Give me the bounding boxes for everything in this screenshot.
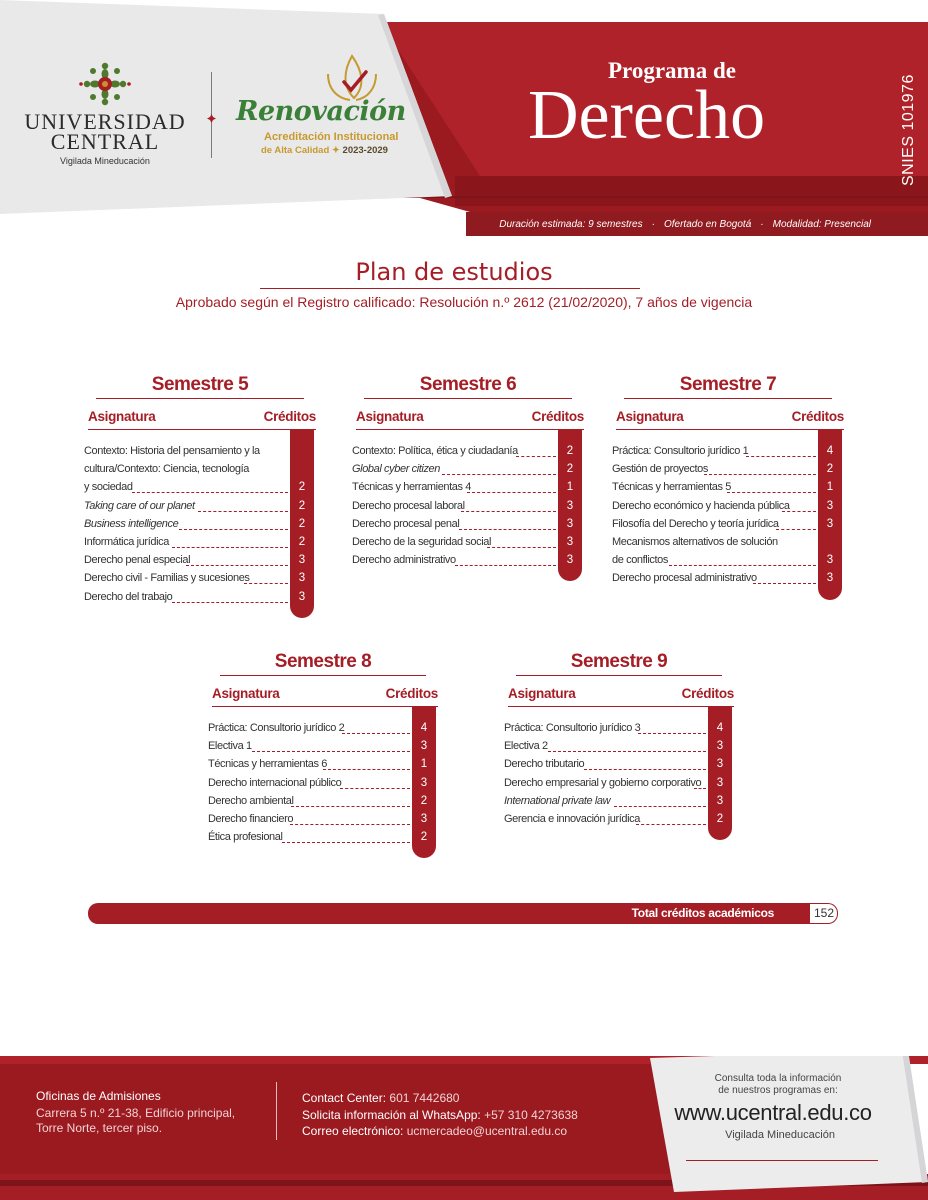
subject-name: Informática jurídica (84, 536, 169, 548)
subject-column-header: Asignatura (88, 409, 156, 424)
semester-title-rule (364, 398, 572, 399)
subject-name: Derecho procesal administrativo (612, 572, 757, 585)
subject-name: Técnicas y herramientas 5 (612, 481, 731, 494)
credits-column-header: Créditos (385, 686, 438, 701)
dotted-leader (132, 492, 288, 493)
duration-text: Duración estimada: 9 semestres (499, 218, 643, 230)
subject-name: Práctica: Consultorio jurídico 3 (504, 722, 641, 734)
dotted-leader (459, 529, 556, 530)
dotted-leader (179, 529, 288, 530)
subject-column-header: Asignatura (356, 409, 424, 424)
web-info-line1: Consulta toda la información (714, 1073, 842, 1084)
credits-column-header: Créditos (531, 409, 584, 424)
subject-name: Electiva 1 (208, 740, 252, 753)
subject-name: Derecho del trabajo (84, 590, 173, 603)
total-credits-label: Total créditos académicos (631, 906, 774, 920)
semester-title-rule (516, 675, 722, 676)
subject-column-header: Asignatura (212, 686, 280, 701)
dotted-leader (704, 474, 816, 475)
dotted-leader (636, 824, 706, 825)
credits-column-header: Créditos (681, 686, 734, 701)
subject-name: Derecho administrativo (352, 554, 456, 567)
subject-name: Derecho civil - Familias y sucesiones (84, 572, 250, 585)
subject-credits: 3 (566, 554, 574, 567)
subject-name: Filosofía del Derecho y teoría jurídica (612, 517, 779, 530)
footer (0, 1056, 928, 1200)
subject-name: Ética profesional (208, 831, 283, 844)
subject-credits: 2 (420, 831, 428, 844)
subject-credits: 2 (566, 445, 574, 457)
footer-divider (276, 1082, 277, 1140)
subject-credits: 4 (420, 722, 428, 734)
subject-credits: 2 (298, 517, 306, 530)
subject-name: Gerencia e innovación jurídica (504, 813, 640, 825)
subject-name: Contexto: Historia del pensamiento y la (84, 445, 260, 457)
dotted-leader (461, 511, 556, 512)
column-header-rule (508, 706, 734, 707)
subject-credits: 2 (298, 481, 306, 494)
dotted-leader (548, 751, 706, 752)
dotted-leader (442, 474, 556, 475)
whatsapp-contact: Solicita información al WhatsApp: +57 310 4273638 (302, 1108, 578, 1122)
column-header-rule (616, 429, 844, 430)
dotted-leader (727, 492, 816, 493)
dotted-leader (516, 456, 556, 457)
semester-title: Semestre 5 (151, 374, 249, 395)
subject-name: Técnicas y herramientas 4 (352, 481, 471, 494)
modality-text: Modalidad: Presencial (772, 218, 871, 230)
dotted-leader (694, 788, 706, 789)
semester-block (352, 374, 584, 634)
plan-title: Plan de estudios (355, 258, 553, 286)
total-credits-bar (88, 903, 838, 924)
website-link[interactable]: www.ucentral.edu.co (674, 1100, 872, 1125)
dotted-leader (282, 842, 410, 843)
subject-name: Derecho económico y hacienda pública (612, 499, 790, 512)
admissions-title: Oficinas de Admisiones (36, 1089, 161, 1103)
dotted-leader (342, 733, 410, 734)
subject-name: Técnicas y herramientas 6 (208, 758, 327, 771)
dotted-leader (669, 565, 816, 566)
dotted-leader (753, 583, 816, 584)
dotted-leader (340, 788, 410, 789)
column-header-rule (356, 429, 584, 430)
subject-credits: 2 (420, 794, 428, 807)
subject-credits: 2 (298, 536, 306, 548)
subject-credits: 3 (826, 572, 834, 585)
dotted-leader (614, 806, 706, 807)
renovacion-word: Renovación (236, 96, 406, 127)
subject-credits: 3 (298, 590, 306, 603)
renovacion-line2: de Alta Calidad ✦ 2023-2029 (261, 145, 388, 156)
dotted-leader (782, 511, 816, 512)
semester-title: Semestre 8 (274, 651, 372, 672)
subject-name: Derecho de la seguridad social (352, 536, 492, 548)
semester-title-rule (624, 398, 832, 399)
subject-credits: 3 (826, 554, 834, 567)
web-card-rule (686, 1160, 878, 1161)
semester-block (612, 374, 844, 634)
footer-vigilada: Vigilada Mineducación (725, 1129, 835, 1141)
program-prefix: Programa de (608, 58, 736, 83)
subject-name: Práctica: Consultorio jurídico 1 (612, 445, 749, 457)
subject-credits: 2 (298, 499, 306, 512)
credits-column-header: Créditos (263, 409, 316, 424)
universidad-central-logo (20, 58, 190, 166)
subject-name: Derecho penal especial (84, 554, 191, 567)
subject-credits: 3 (566, 536, 574, 548)
subject-name: Derecho internacional público (208, 776, 342, 789)
admissions-address-line2: Torre Norte, tercer piso. (36, 1121, 163, 1135)
subject-name: Derecho empresarial y gobierno corporativo (504, 776, 702, 789)
total-bar-fill (88, 903, 810, 924)
credits-column-header: Créditos (791, 409, 844, 424)
subject-name: Business intelligence (84, 517, 179, 530)
total-credits-value: 152 (814, 906, 835, 920)
subject-credits: 3 (716, 794, 724, 807)
contact-center: Contact Center: 601 7442680 (302, 1091, 460, 1105)
subject-credits: 3 (716, 740, 724, 753)
semester-title-rule (220, 675, 426, 676)
subject-column-header: Asignatura (616, 409, 684, 424)
renovacion-seal (232, 52, 406, 162)
subject-credits: 2 (716, 813, 724, 825)
subject-column-header: Asignatura (508, 686, 576, 701)
subject-name: Global cyber citizen (352, 463, 440, 476)
subject-credits: 3 (298, 572, 306, 585)
dotted-leader (467, 492, 556, 493)
dotted-leader (487, 547, 556, 548)
dotted-leader (252, 751, 410, 752)
semester-title: Semestre 7 (679, 374, 777, 395)
dotted-leader (244, 583, 288, 584)
snies-code: SNIES 101976 (900, 74, 917, 186)
subject-name: Contexto: Política, ética y ciudadanía (352, 445, 518, 457)
dotted-leader (746, 456, 816, 457)
subject-name: Derecho financiero (208, 813, 294, 825)
web-info-line2: de nuestros programas en: (718, 1085, 838, 1096)
subject-credits: 3 (716, 776, 724, 789)
semester-title: Semestre 6 (419, 374, 517, 395)
header (0, 0, 928, 240)
semester-block (504, 651, 734, 911)
subject-name: Práctica: Consultorio jurídico 2 (208, 722, 345, 734)
dotted-leader (455, 565, 556, 566)
subject-name: Derecho procesal penal (352, 517, 460, 530)
subject-credits: 3 (826, 499, 834, 512)
subject-name: Derecho procesal laboral (352, 499, 465, 512)
dotted-leader (172, 602, 288, 603)
subject-name: Taking care of our planet (84, 499, 195, 512)
subject-name: y sociedad (84, 481, 133, 494)
subject-credits: 4 (826, 445, 834, 457)
university-name-line1: UNIVERSIDAD (24, 109, 186, 134)
subject-credits: 3 (566, 517, 574, 530)
subject-name: Derecho tributario (504, 758, 585, 771)
dotted-leader (291, 806, 410, 807)
subject-credits: 2 (826, 463, 834, 476)
subject-credits: 3 (420, 740, 428, 753)
dotted-leader (172, 547, 288, 548)
column-header-rule (212, 706, 438, 707)
subject-credits: 3 (298, 554, 306, 567)
dotted-leader (323, 769, 410, 770)
subject-credits: 1 (826, 481, 834, 494)
plan-subtitle: Aprobado según el Registro calificado: Resolución n.º 2612 (21/02/2020), 7 años de vigencia (175, 294, 753, 310)
subject-name: Mecanismos alternativos de solución (612, 536, 778, 548)
offered-text: Ofertado en Bogotá (663, 218, 752, 230)
dotted-leader (638, 733, 706, 734)
admissions-address-line1: Carrera 5 n.º 21-38, Edificio principal, (36, 1106, 236, 1120)
renovacion-line1: Acreditación Institucional (264, 131, 399, 143)
subject-credits: 3 (826, 517, 834, 530)
semester-title: Semestre 9 (570, 651, 668, 672)
semester-block (208, 651, 438, 911)
subject-credits: 3 (420, 776, 428, 789)
subject-name: International private law (504, 794, 611, 807)
email-contact[interactable]: Correo electrónico: ucmercadeo@ucentral.edu.co (302, 1124, 568, 1138)
column-header-rule (88, 429, 316, 430)
subject-name: de conflictos (612, 554, 668, 567)
subject-credits: 3 (420, 813, 428, 825)
subject-credits: 3 (716, 758, 724, 771)
subject-name: Gestión de proyectos (612, 463, 708, 476)
program-name: Derecho (528, 77, 766, 154)
semester-title-rule (96, 398, 304, 399)
plan-title-rule (260, 288, 640, 289)
dotted-leader (198, 511, 288, 512)
university-vigilada: Vigilada Mineducación (60, 156, 150, 166)
flower-emblem-icon (75, 58, 135, 110)
subject-credits: 4 (716, 722, 724, 734)
subject-name: Derecho ambiental (208, 794, 294, 807)
subject-credits: 3 (566, 499, 574, 512)
subject-credits: 2 (566, 463, 574, 476)
dotted-leader (290, 824, 410, 825)
semester-block (84, 374, 316, 634)
university-name-line2: CENTRAL (50, 129, 160, 154)
divider-leaf-icon (207, 114, 216, 123)
dotted-leader (186, 565, 288, 566)
subject-name: Electiva 2 (504, 740, 548, 753)
program-info-bar: Duración estimada: 9 semestres · Ofertado en Bogotá · Modalidad: Presencial (466, 212, 928, 236)
subject-credits: 1 (420, 758, 428, 771)
dotted-leader (776, 529, 816, 530)
dotted-leader (584, 769, 706, 770)
subject-name: cultura/Contexto: Ciencia, tecnología (84, 463, 249, 476)
subject-credits: 1 (566, 481, 574, 494)
